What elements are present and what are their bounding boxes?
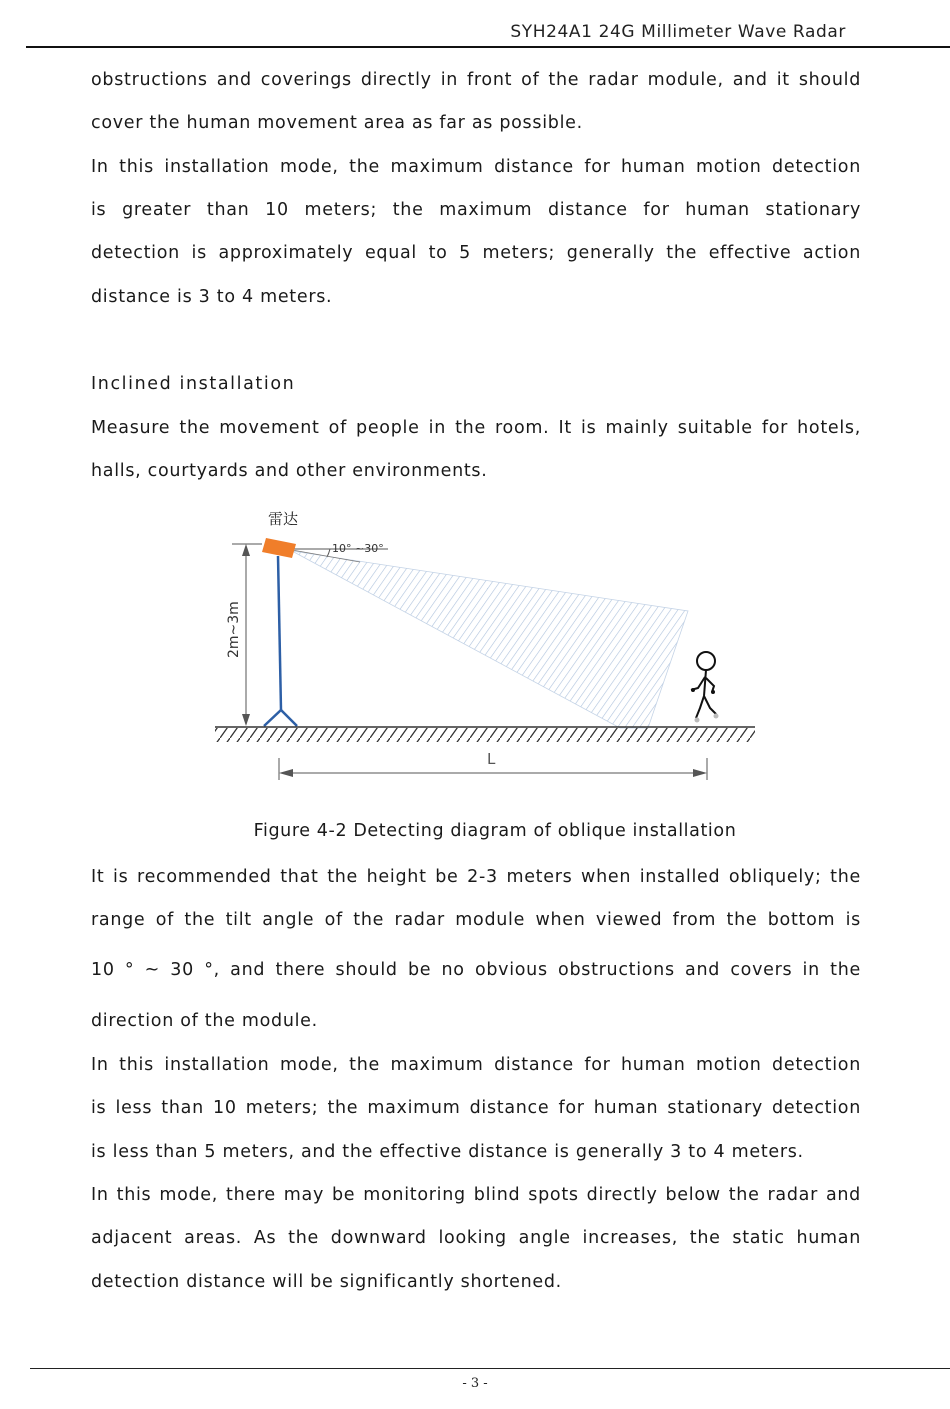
radar-module	[262, 538, 296, 558]
height-label: 2m~3m	[226, 601, 242, 658]
distance-label: L	[487, 750, 496, 768]
tilt-angle-arc	[327, 549, 330, 557]
ground-hatching	[215, 728, 755, 742]
paragraph-line: In this installation mode, the maximum distance for human motion detection	[91, 1055, 861, 1075]
paragraph-line: range of the tilt angle of the radar module when viewed from the bottom is	[91, 910, 861, 930]
paragraph-line: In this installation mode, the maximum distance for human motion detection	[91, 157, 861, 177]
header-title: SYH24A1 24G Millimeter Wave Radar	[510, 22, 846, 42]
paragraph-line: halls, courtyards and other environments.	[91, 461, 488, 481]
paragraph-line: distance is 3 to 4 meters.	[91, 287, 333, 307]
paragraph-line: detection is approximately equal to 5 meters; generally the effective action	[91, 243, 861, 263]
detection-beam	[292, 551, 688, 728]
radar-label: 雷达	[268, 510, 299, 528]
paragraph-line: Measure the movement of people in the room. It is mainly suitable for hotels,	[91, 418, 861, 438]
figure-caption: Figure 4-2 Detecting diagram of oblique installation	[253, 821, 737, 841]
footer-divider	[30, 1368, 950, 1369]
paragraph-line: is less than 5 meters, and the effective distance is generally 3 to 4 meters.	[91, 1142, 804, 1162]
paragraph-line: is less than 10 meters; the maximum distance for human stationary detection	[91, 1098, 861, 1118]
paragraph-line: is greater than 10 meters; the maximum distance for human stationary	[91, 200, 861, 220]
mounting-pole	[278, 556, 281, 710]
person-figure	[691, 652, 716, 718]
paragraph-line: 10 ° ~ 30 °, and there should be no obvious obstructions and covers in the	[91, 960, 861, 980]
paragraph-line: It is recommended that the height be 2-3 meters when installed obliquely; the	[91, 867, 861, 887]
paragraph-line: cover the human movement area as far as possible.	[91, 113, 583, 133]
paragraph-line: obstructions and coverings directly in front of the radar module, and it should	[91, 70, 861, 90]
oblique-installation-diagram	[0, 500, 950, 800]
paragraph-line: detection distance will be significantly shortened.	[91, 1272, 562, 1292]
section-heading: Inclined installation	[91, 374, 296, 394]
pole-base	[264, 710, 297, 726]
paragraph-line: adjacent areas. As the downward looking angle increases, the static human	[91, 1228, 861, 1248]
page-number: - 3 -	[462, 1376, 488, 1391]
header-divider	[26, 46, 950, 48]
paragraph-line: direction of the module.	[91, 1011, 318, 1031]
tilt-angle-label: 10° ~30°	[332, 542, 384, 555]
paragraph-line: In this mode, there may be monitoring blind spots directly below the radar and	[91, 1185, 861, 1205]
